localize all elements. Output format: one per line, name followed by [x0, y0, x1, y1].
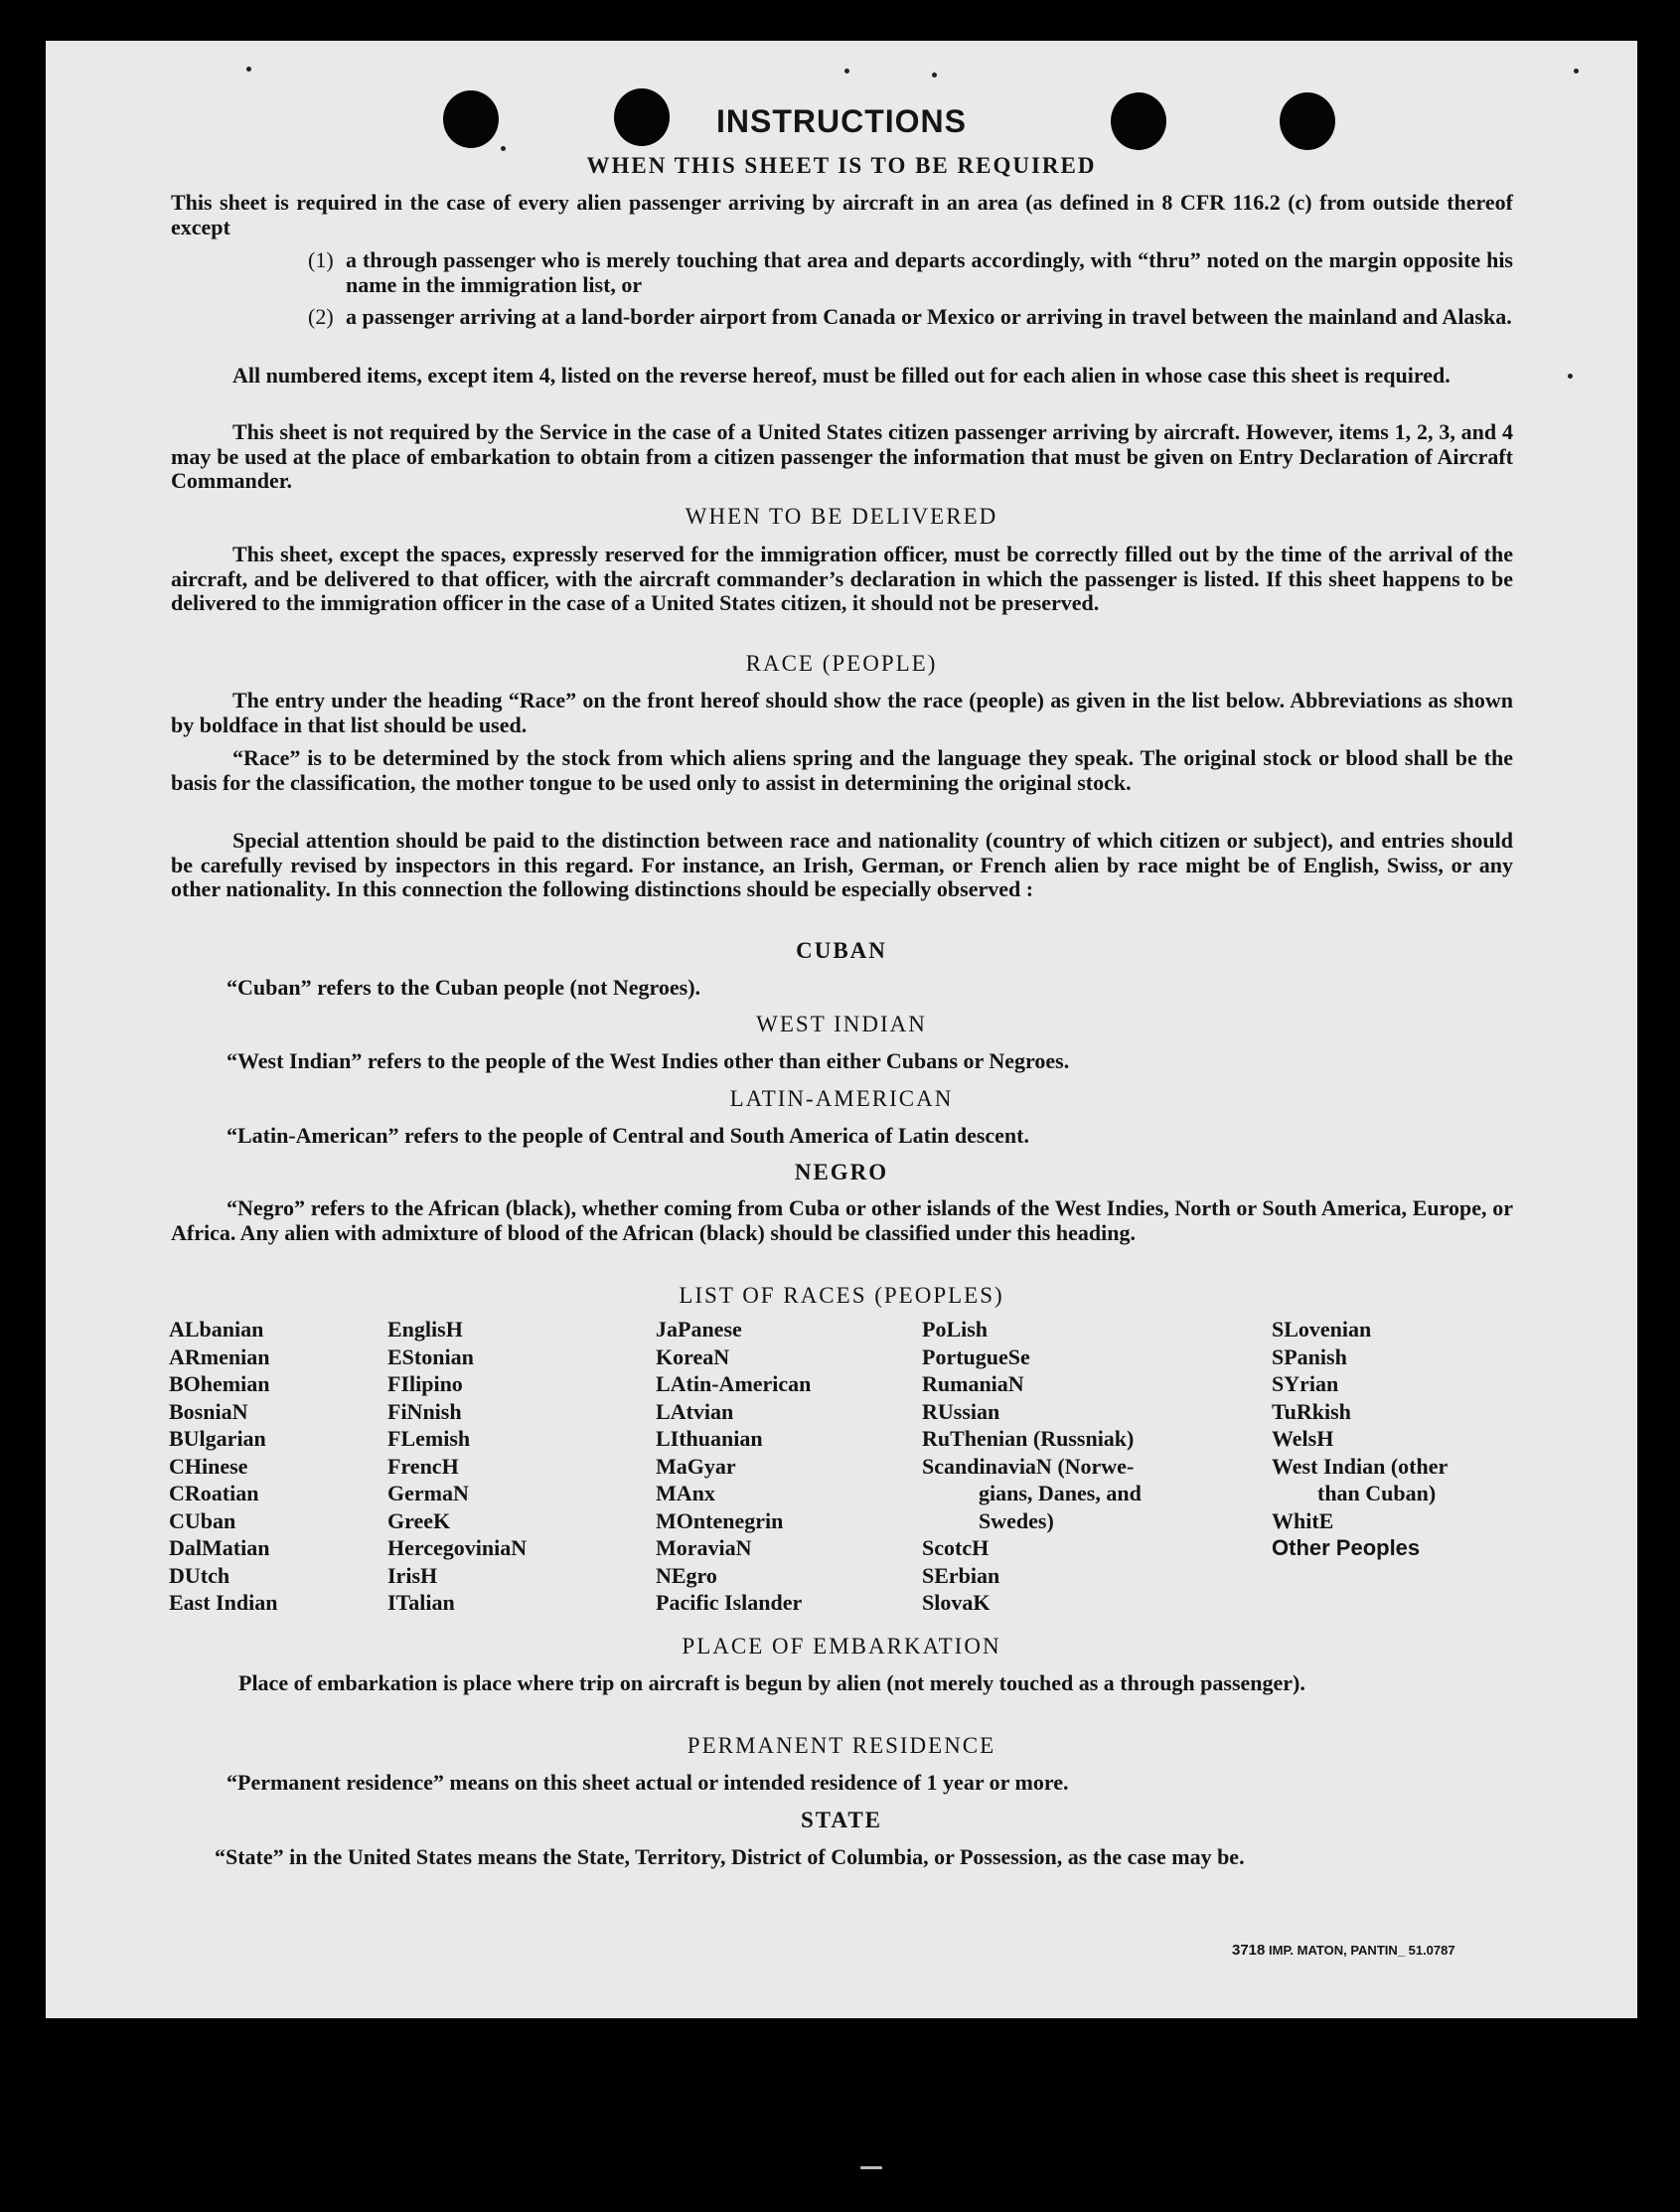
- race-entry: TuRkish: [1272, 1398, 1351, 1424]
- race-entry: GermaN: [387, 1481, 469, 1505]
- race-entry: PortugueSe: [922, 1343, 1030, 1369]
- race-entry: NEgro: [656, 1562, 717, 1588]
- speck: [860, 2166, 882, 2169]
- races-column-3: [656, 1316, 811, 1617]
- paragraph-west-indian: “West Indian” refers to the people of the West Indies other than either Cubans or Negroes.: [227, 1048, 1070, 1073]
- paragraph-cuban: “Cuban” refers to the Cuban people (not Negroes).: [227, 975, 701, 1000]
- race-entry: LAtin-American: [656, 1371, 812, 1396]
- race-entry: SErbian: [922, 1562, 1000, 1588]
- heading-state: STATE: [800, 1808, 882, 1832]
- paragraph-state: “State” in the United States means the State, Territory, District of Columbia, or Possession, as the case may be.: [215, 1844, 1245, 1869]
- paragraph-race-3: Special attention should be paid to the distinction between race and nationality (country of which citizen or subject), and entries should be carefully revised by inspectors in this regard. For instance, an Irish, German, or French alien by race might be of English, Swiss, or any other nationality. In this connection the following distinctions should be especially observed :: [171, 828, 1513, 901]
- document-sheet: [46, 41, 1637, 2018]
- races-column-5: [1272, 1316, 1448, 1562]
- paragraph-permanent-residence: “Permanent residence” means on this sheet actual or intended residence of 1 year or more.: [227, 1770, 1069, 1795]
- race-entry: MOntenegrin: [656, 1507, 784, 1533]
- race-entry: BosniaN: [169, 1398, 248, 1424]
- speck: [501, 146, 506, 151]
- form-number: 3718: [1232, 1942, 1266, 1959]
- race-entry: JaPanese: [656, 1317, 742, 1342]
- race-entry: ScotcH: [922, 1535, 990, 1560]
- race-entry: East Indian: [169, 1590, 278, 1615]
- race-entry: ARmenian: [169, 1343, 270, 1369]
- page-title: INSTRUCTIONS: [716, 103, 967, 139]
- exception-1-text: a through passenger who is merely touching that area and departs accordingly, with “thru” noted on the margin opposite his name in the immigration list, or: [346, 247, 1513, 297]
- speck: [1574, 69, 1579, 74]
- printer-imprint: IMP. MATON, PANTIN_ 51.0787: [1269, 1943, 1455, 1958]
- race-entry: BUlgarian: [169, 1426, 266, 1451]
- race-entry: SYrian: [1272, 1371, 1339, 1396]
- race-entry: ScandinaviaN (Norwe-: [922, 1453, 1135, 1479]
- exception-2-number: (2): [308, 304, 334, 329]
- races-column-1: [169, 1316, 277, 1617]
- exception-2: [308, 305, 1513, 330]
- exception-1: [308, 248, 1513, 297]
- race-entry: RumaniaN: [922, 1371, 1024, 1396]
- race-entry: PoLish: [922, 1317, 989, 1342]
- race-entry: CHinese: [169, 1453, 248, 1479]
- paragraph-race-2: “Race” is to be determined by the stock from which aliens spring and the language they speak. The original stock or blood shall be the basis for the classification, the mother tongue to be used only to assist in determining the original stock.: [171, 745, 1513, 795]
- race-entry: Pacific Islander: [656, 1590, 803, 1615]
- race-entry-continued: gians, Danes, and: [979, 1481, 1142, 1505]
- race-entry: FiNnish: [387, 1398, 462, 1424]
- race-entry: LAtvian: [656, 1398, 734, 1424]
- exception-2-text: a passenger arriving at a land-border airport from Canada or Mexico or arriving in travel between the mainland and Alaska.: [346, 304, 1512, 329]
- race-entry: DalMatian: [169, 1535, 270, 1560]
- race-entry: BOhemian: [169, 1371, 270, 1396]
- race-entry: ALbanian: [169, 1317, 264, 1342]
- race-entry: RUssian: [922, 1398, 1000, 1424]
- race-entry: EStonian: [387, 1343, 474, 1369]
- race-entry: SPanish: [1272, 1343, 1347, 1369]
- race-entry-continued: than Cuban): [1317, 1481, 1437, 1505]
- races-column-4: [922, 1316, 1142, 1617]
- heading-list-of-races: LIST OF RACES (PEOPLES): [679, 1283, 1004, 1308]
- race-entry: MAnx: [656, 1481, 715, 1505]
- heading-place-of-embarkation: PLACE OF EMBARKATION: [682, 1634, 1001, 1659]
- heading-west-indian: WEST INDIAN: [756, 1012, 927, 1036]
- heading-race: RACE (PEOPLE): [745, 651, 938, 676]
- heading-cuban: CUBAN: [796, 938, 887, 963]
- race-entry: FIlipino: [387, 1371, 463, 1396]
- paragraph-required-3: This sheet is not required by the Service in the case of a United States citizen passenger arriving by aircraft. However, items 1, 2, 3, and 4 may be used at the place of embarkation to obtain from a citizen passenger the information that must be given on Entry Declaration of Aircraft Commander.: [171, 419, 1513, 493]
- race-entry: KoreaN: [656, 1343, 730, 1369]
- race-entry: WhitE: [1272, 1507, 1334, 1533]
- race-entry: HercegoviniaN: [387, 1535, 528, 1560]
- race-entry: West Indian (other: [1272, 1453, 1449, 1479]
- speck: [246, 67, 251, 72]
- race-entry: DUtch: [169, 1562, 230, 1588]
- heading-permanent-residence: PERMANENT RESIDENCE: [687, 1733, 996, 1758]
- form-footer: [1232, 1942, 1455, 1959]
- heading-when-required: WHEN THIS SHEET IS TO BE REQUIRED: [586, 153, 1097, 178]
- race-entry: FrencH: [387, 1453, 459, 1479]
- race-entry: Other Peoples: [1272, 1535, 1421, 1560]
- heading-latin-american: LATIN-AMERICAN: [729, 1086, 954, 1111]
- heading-negro: NEGRO: [794, 1160, 889, 1185]
- race-entry: ITalian: [387, 1590, 455, 1615]
- race-entry: LIthuanian: [656, 1426, 763, 1451]
- race-entry-continued: Swedes): [979, 1507, 1054, 1533]
- race-entry: RuThenian (Russniak): [922, 1426, 1135, 1451]
- race-entry: GreeK: [387, 1507, 451, 1533]
- speck: [844, 69, 849, 74]
- race-entry: EnglisH: [387, 1317, 463, 1342]
- race-entry: SlovaK: [922, 1590, 991, 1615]
- speck: [1568, 374, 1573, 379]
- race-entry: CRoatian: [169, 1481, 259, 1505]
- paragraph-required-2: All numbered items, except item 4, listed on the reverse hereof, must be filled out for each alien in whose case this sheet is required.: [232, 363, 1451, 388]
- paragraph-latin-american: “Latin-American” refers to the people of Central and South America of Latin descent.: [227, 1123, 1029, 1148]
- exception-1-number: (1): [308, 247, 334, 272]
- paragraph-delivered: This sheet, except the spaces, expressly reserved for the immigration officer, must be correctly filled out by the time of the arrival of the aircraft, and be delivered to that officer, with the aircraft commander’s declaration in which the passenger is listed. If this sheet happens to be delivered to the immigration officer in the case of a United States citizen, it should not be preserved.: [171, 542, 1513, 615]
- race-entry: SLovenian: [1272, 1317, 1372, 1342]
- race-entry: WelsH: [1272, 1426, 1334, 1451]
- race-entry: CUban: [169, 1507, 236, 1533]
- paragraph-embarkation: Place of embarkation is place where trip on aircraft is begun by alien (not merely touched as a through passenger).: [238, 1670, 1305, 1695]
- paragraph-race-1: The entry under the heading “Race” on the front hereof should show the race (people) as given in the list below. Abbreviations as shown by boldface in that list should be used.: [171, 688, 1513, 737]
- race-entry: MoraviaN: [656, 1535, 752, 1560]
- speck: [932, 73, 937, 78]
- race-entry: IrisH: [387, 1562, 438, 1588]
- paragraph-required-1: This sheet is required in the case of every alien passenger arriving by aircraft in an area (as defined in 8 CFR 116.2 (c) from outside thereof except: [171, 190, 1513, 239]
- heading-when-delivered: WHEN TO BE DELIVERED: [685, 504, 998, 529]
- races-column-2: [387, 1316, 527, 1617]
- paragraph-negro: “Negro” refers to the African (black), whether coming from Cuba or other islands of the West Indies, North or South America, Europe, or Africa. Any alien with admixture of blood of the African (black) should be classified under this heading.: [171, 1195, 1513, 1245]
- race-entry: FLemish: [387, 1426, 471, 1451]
- race-entry: MaGyar: [656, 1453, 736, 1479]
